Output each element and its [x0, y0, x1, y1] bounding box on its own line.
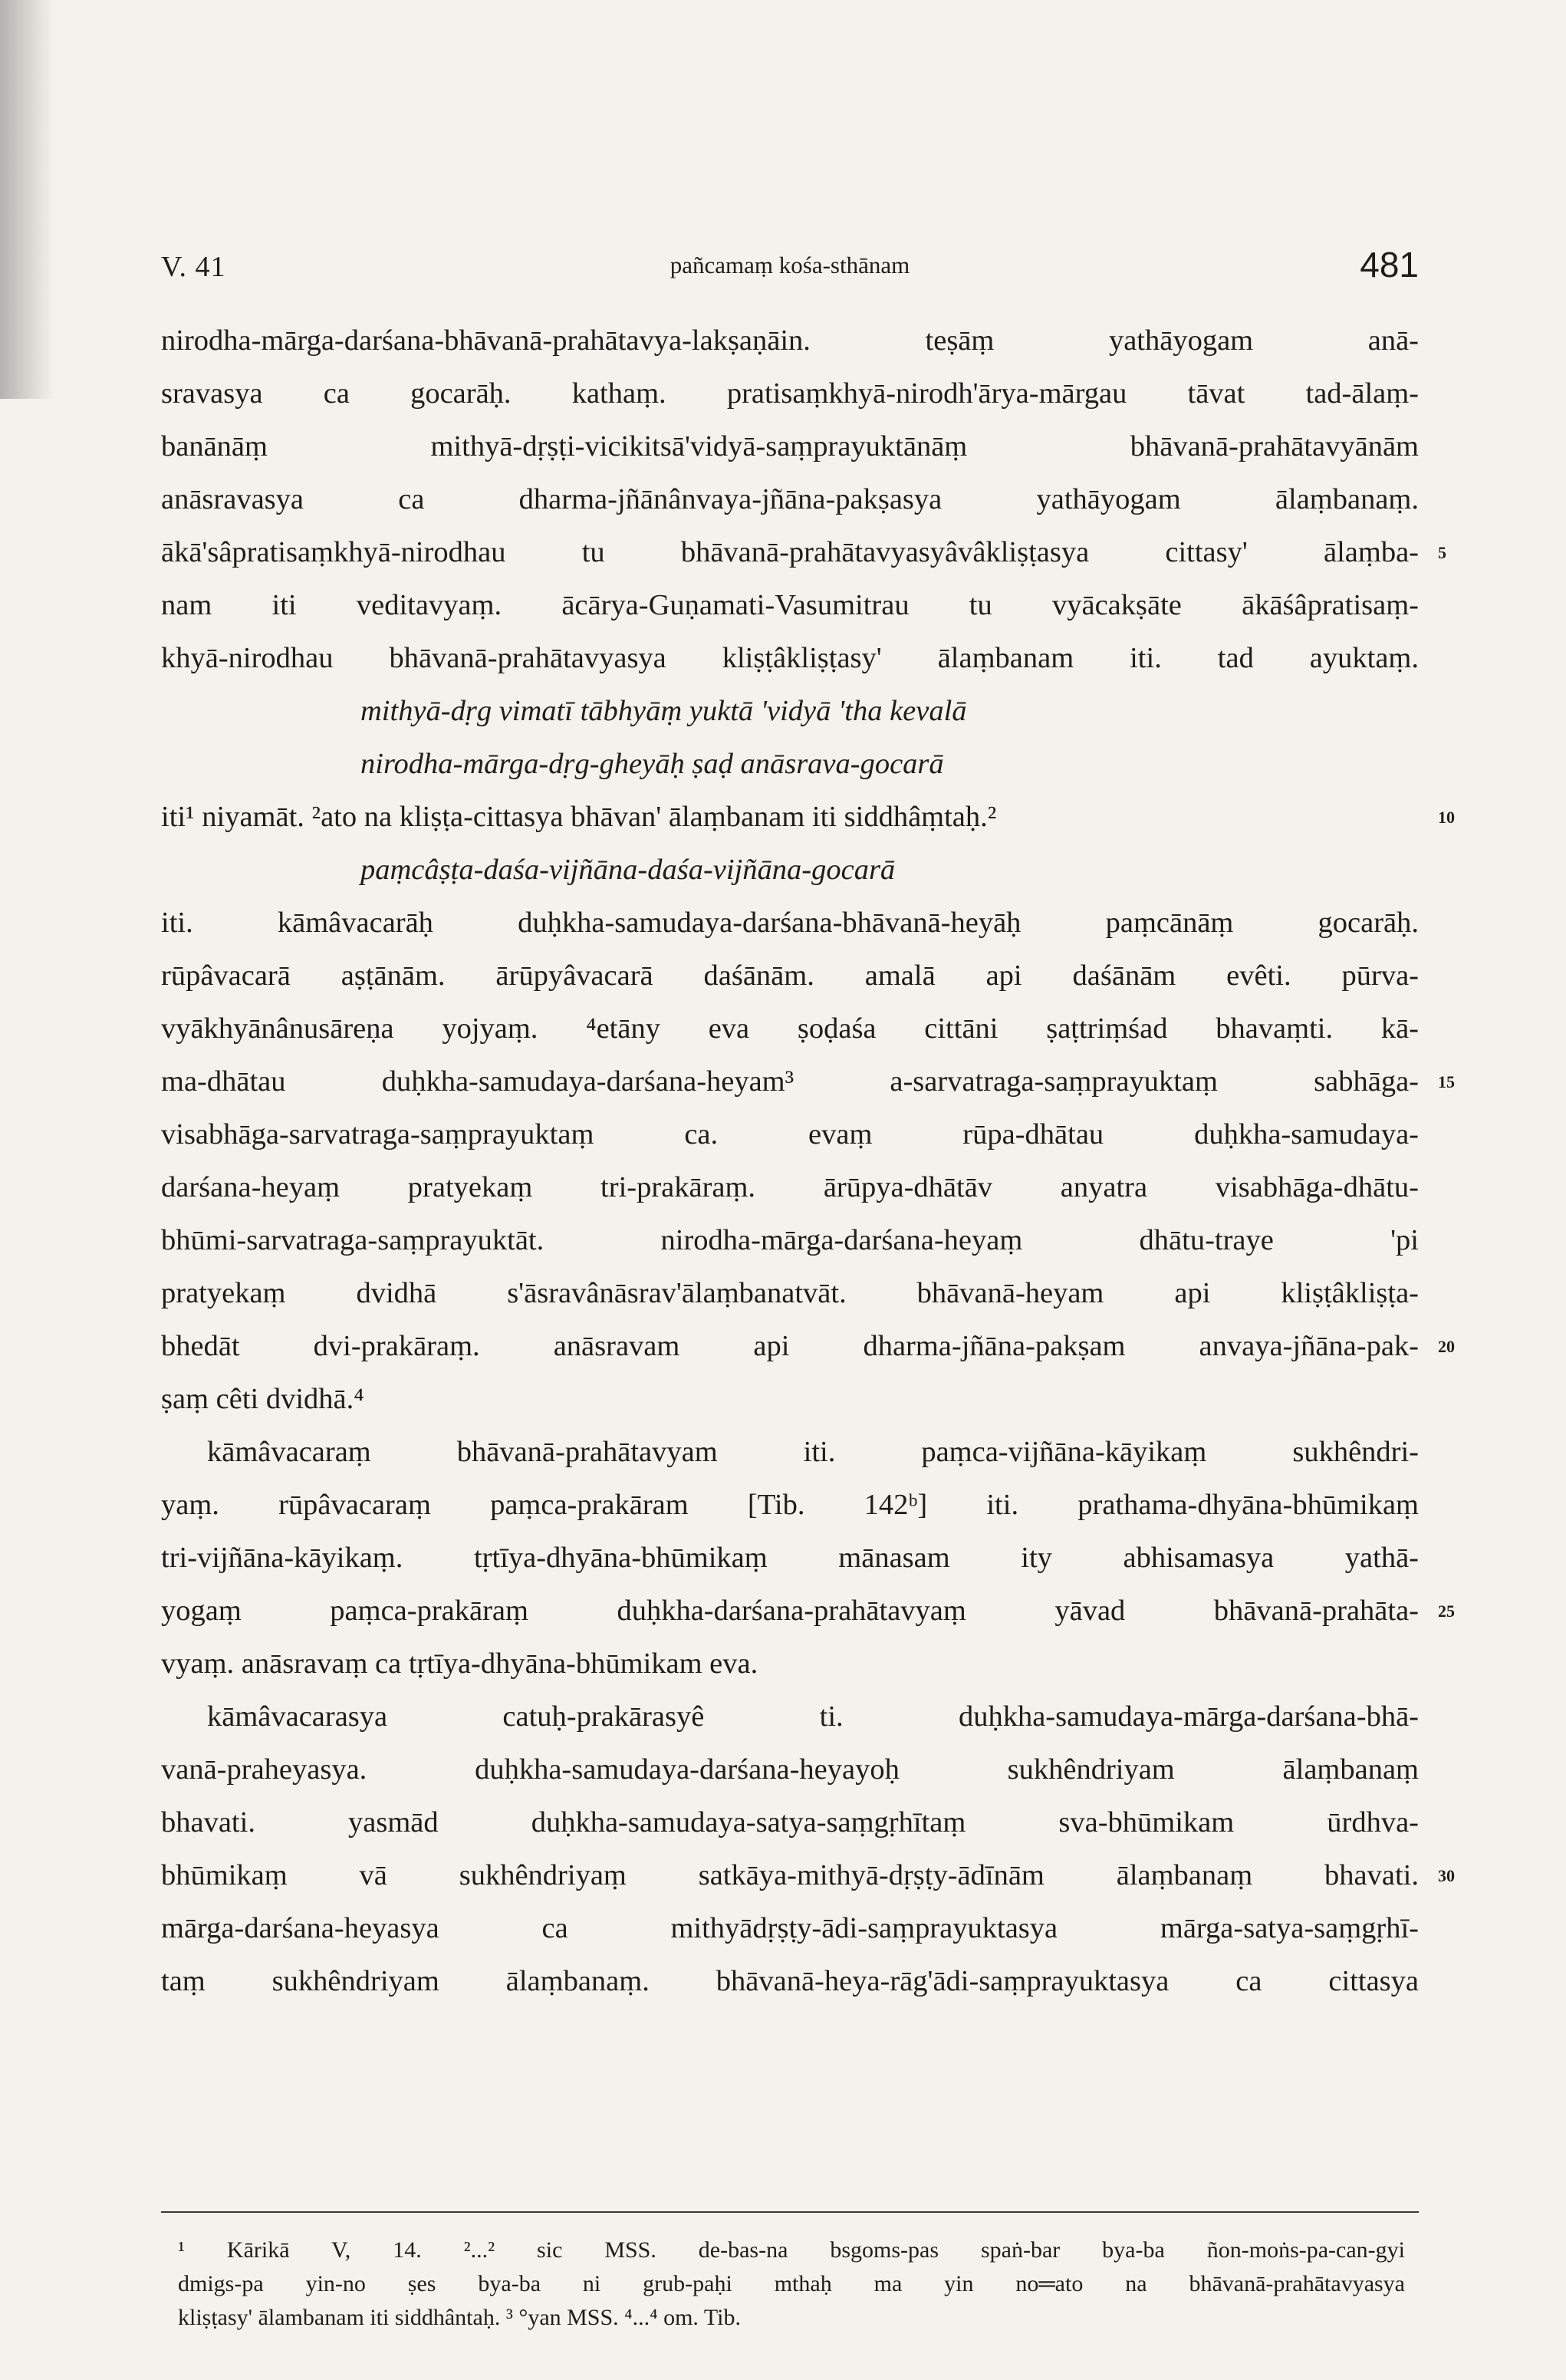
line-text: kāmâvacarasya catuḥ-prakārasyê ti. duḥkha-samudaya-mārga-darśana-bhā-	[207, 1700, 1419, 1733]
scan-edge-shadow	[0, 0, 54, 399]
text-line	[161, 1743, 1419, 1796]
line-number: 20	[1438, 1337, 1455, 1356]
text-line	[161, 314, 1419, 367]
running-header	[161, 244, 1419, 290]
line-text: iti. kāmâvacarāḥ duḥkha-samudaya-darśana-bhāvanā-heyāḥ paṃcānāṃ gocarāḥ.	[161, 907, 1419, 939]
line-text: vanā-praheyasya. duḥkha-samudaya-darśana-heyayoḥ sukhêndriyam ālaṃbanaṃ	[161, 1753, 1419, 1786]
line-text: darśana-heyaṃ pratyekaṃ tri-prakāraṃ. ārūpya-dhātāv anyatra visabhāga-dhātu-	[161, 1171, 1419, 1203]
line-text: visabhāga-sarvatraga-saṃprayuktaṃ ca. evaṃ rūpa-dhātau duḥkha-samudaya-	[161, 1118, 1419, 1150]
line-text: tri-vijñāna-kāyikaṃ. tṛtīya-dhyāna-bhūmikaṃ mānasam ity abhisamasya yathā-	[161, 1542, 1419, 1574]
line-text: kāmâvacaraṃ bhāvanā-prahātavyam iti. paṃca-vijñāna-kāyikaṃ sukhêndri-	[207, 1436, 1419, 1468]
text-line	[161, 1902, 1419, 1955]
line-text: anāsravasya ca dharma-jñānânvaya-jñāna-pakṣasya yathāyogam ālaṃbanaṃ.	[161, 483, 1419, 515]
text-line	[161, 791, 1455, 844]
text-line	[161, 526, 1446, 579]
line-text: mārga-darśana-heyasya ca mithyādṛṣṭy-ādi-saṃprayuktasya mārga-satya-saṃgṛhī-	[161, 1912, 1419, 1944]
text-line	[161, 738, 1419, 791]
text-line	[161, 420, 1419, 473]
line-text: ṣaṃ cêti dvidhā.⁴	[161, 1383, 364, 1415]
text-line	[161, 1955, 1419, 2008]
line-text: bhūmi-sarvatraga-saṃprayuktāt. nirodha-mārga-darśana-heyaṃ dhātu-traye 'pi	[161, 1224, 1419, 1256]
footnote-rule	[161, 2211, 1419, 2213]
page-number: 481	[1360, 245, 1419, 285]
text-line	[161, 579, 1419, 632]
footnotes	[178, 2234, 1405, 2335]
line-text: nirodha-mārga-darśana-bhāvanā-prahātavya-lakṣaṇāin. teṣāṃ yathāyogam anā-	[161, 324, 1419, 357]
line-text: mithyā-dṛg vimatī tābhyāṃ yuktā 'vidyā 'tha kevalā	[360, 695, 967, 727]
text-line	[161, 1426, 1419, 1479]
text-line	[161, 1532, 1419, 1585]
text-line	[161, 844, 1419, 897]
text-line	[161, 1214, 1419, 1267]
running-title: pañcamaṃ kośa-sthānam	[669, 252, 910, 278]
line-text: bhūmikaṃ vā sukhêndriyaṃ satkāya-mithyā-dṛṣṭy-ādīnām ālaṃbanaṃ bhavati.	[161, 1859, 1419, 1891]
line-number: 10	[1438, 808, 1455, 827]
text-line	[161, 1849, 1455, 1902]
line-text: nirodha-mārga-dṛg-gheyāḥ ṣaḍ anāsrava-gocarā	[360, 748, 944, 780]
line-text: ākā'sâpratisaṃkhyā-nirodhau tu bhāvanā-prahātavyasyâvâkliṣṭasya cittasy' ālaṃba-	[161, 536, 1419, 568]
line-text: yaṃ. rūpâvacaraṃ paṃca-prakāram [Tib. 142ᵇ] iti. prathama-dhyāna-bhūmikaṃ	[161, 1489, 1419, 1521]
line-text: sravasya ca gocarāḥ. kathaṃ. pratisaṃkhyā-nirodh'ārya-mārgau tāvat tad-ālaṃ-	[161, 377, 1419, 410]
line-text: iti¹ niyamāt. ²ato na kliṣṭa-cittasya bhāvan' ālaṃbanam iti siddhâṃtaḥ.²	[161, 801, 997, 833]
line-text: vyākhyānânusāreṇa yojyaṃ. ⁴etāny eva ṣoḍaśa cittāni ṣaṭtriṃśad bhavaṃti. kā-	[161, 1012, 1419, 1045]
line-text: nam iti veditavyaṃ. ācārya-Guṇamati-Vasumitrau tu vyācakṣāte ākāśâpratisaṃ-	[161, 589, 1419, 621]
text-line	[161, 685, 1419, 738]
text-line	[161, 1161, 1419, 1214]
text-line	[161, 1002, 1419, 1055]
text-line	[161, 1055, 1455, 1108]
line-text: banānāṃ mithyā-dṛṣṭi-vicikitsā'vidyā-saṃprayuktānāṃ bhāvanā-prahātavyānām	[161, 430, 1419, 463]
footnote-line: dmigs-pa yin-no ṣes bya-ba ni grub-paḥi mthaḥ ma yin no═ato na bhāvanā-prahātavyasya	[178, 2271, 1405, 2296]
line-text: yogaṃ paṃca-prakāraṃ duḥkha-darśana-prahātavyaṃ yāvad bhāvanā-prahāta-	[161, 1595, 1419, 1627]
text-line	[161, 473, 1419, 526]
text-line	[161, 1320, 1455, 1373]
section-reference: V. 41	[161, 251, 226, 283]
line-text: rūpâvacarā aṣṭānām. ārūpyâvacarā daśānām. amalā api daśānām evêti. pūrva-	[161, 960, 1419, 992]
text-line	[161, 1373, 1419, 1426]
text-line	[161, 632, 1419, 685]
line-number: 25	[1438, 1601, 1455, 1621]
text-line	[161, 367, 1419, 420]
text-line	[161, 950, 1419, 1002]
line-text: bhavati. yasmād duḥkha-samudaya-satya-saṃgṛhītaṃ sva-bhūmikam ūrdhva-	[161, 1806, 1419, 1838]
main-text	[161, 314, 1455, 2008]
text-line	[161, 1638, 1419, 1690]
line-number: 5	[1438, 543, 1446, 562]
text-line	[161, 1690, 1419, 1743]
line-number: 15	[1438, 1072, 1455, 1091]
text-line	[161, 1108, 1419, 1161]
line-text: paṃcâṣṭa-daśa-vijñāna-daśa-vijñāna-gocarā	[360, 854, 896, 886]
footnote-line: kliṣṭasy' ālambanam iti siddhântaḥ. ³ °yan MSS. ⁴...⁴ om. Tib.	[178, 2305, 741, 2330]
line-text: vyaṃ. anāsravaṃ ca tṛtīya-dhyāna-bhūmikam eva.	[161, 1648, 758, 1680]
line-text: ma-dhātau duḥkha-samudaya-darśana-heyam³ a-sarvatraga-saṃprayuktaṃ sabhāga-	[161, 1065, 1419, 1098]
text-line	[161, 1267, 1419, 1320]
text-line	[161, 1479, 1419, 1532]
text-line	[161, 897, 1419, 950]
line-text: bhedāt dvi-prakāraṃ. anāsravam api dharma-jñāna-pakṣam anvaya-jñāna-pak-	[161, 1330, 1419, 1362]
line-text: khyā-nirodhau bhāvanā-prahātavyasya kliṣṭâkliṣṭasy' ālaṃbanam iti. tad ayuktaṃ.	[161, 642, 1419, 674]
line-text: taṃ sukhêndriyam ālaṃbanaṃ. bhāvanā-heya-rāg'ādi-saṃprayuktasya ca cittasya	[161, 1965, 1419, 1997]
line-number: 30	[1438, 1866, 1455, 1885]
line-text: pratyekaṃ dvidhā s'āsravânāsrav'ālaṃbanatvāt. bhāvanā-heyam api kliṣṭâkliṣṭa-	[161, 1277, 1419, 1309]
footnote-line: ¹ Kārikā V, 14. ²...² sic MSS. de-bas-na bsgoms-pas spaṅ-bar bya-ba ñon-moṅs-pa-can-gyi	[178, 2237, 1405, 2263]
text-line	[161, 1585, 1455, 1638]
text-line	[161, 1796, 1419, 1849]
